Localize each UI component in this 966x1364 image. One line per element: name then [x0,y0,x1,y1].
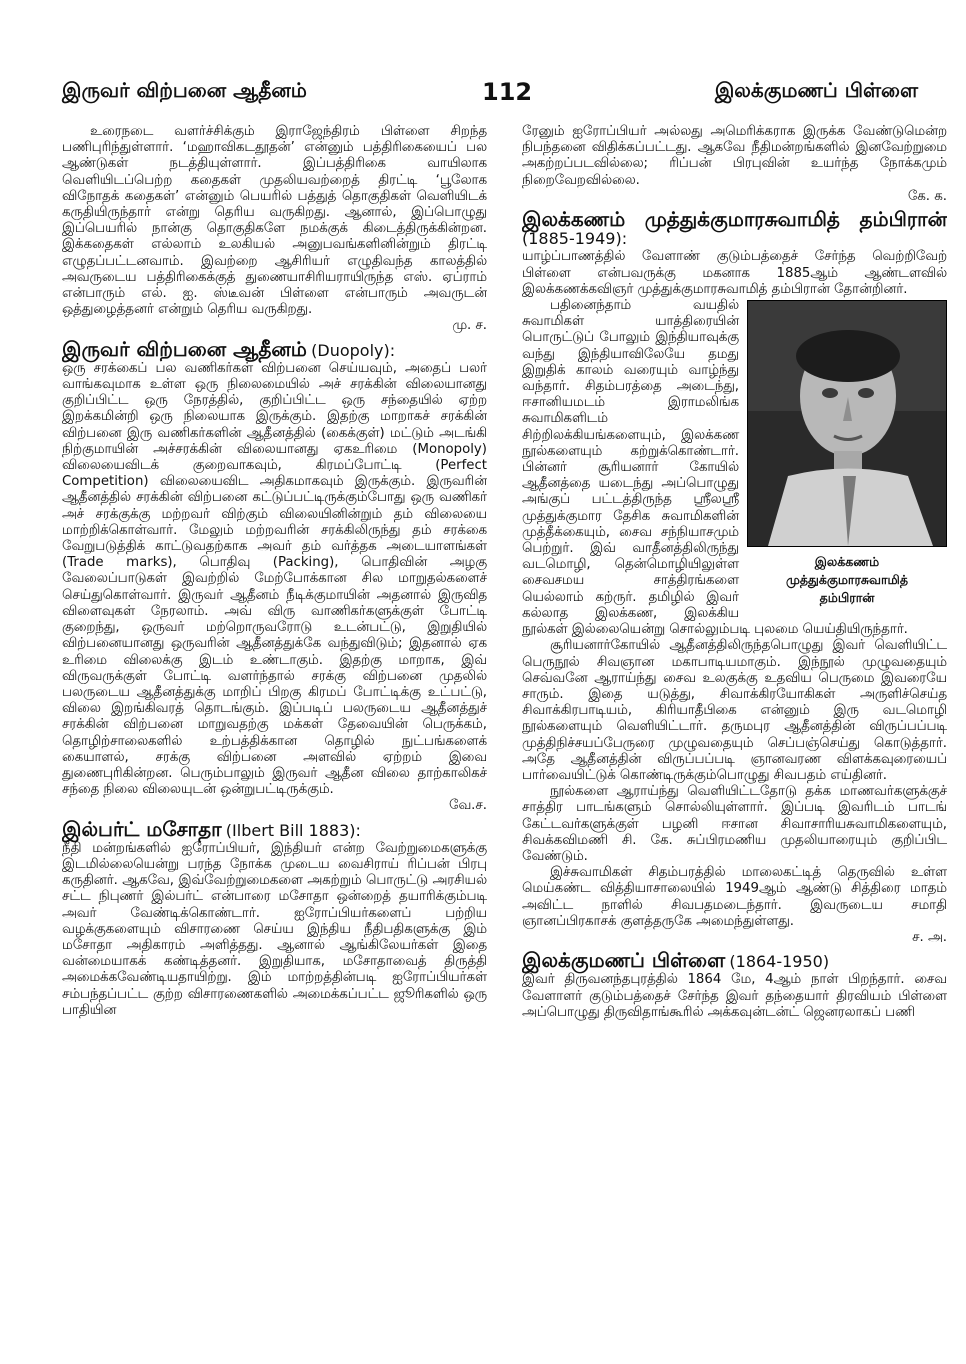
entry4-years: (1885-1949): [522,229,628,249]
header-left-guideword: இருவர் விற்பனை ஆதீனம் [62,78,307,102]
entry4-heading [522,207,947,249]
entry4-signature: ச. அ. [912,929,947,945]
portrait-photo [747,300,947,547]
entry3-title-roman: (Ilbert Bill 1883): [225,820,361,840]
portrait-caption [747,553,947,607]
entry4-title: இலக்கணம் முத்துக்குமாரசுவாமித் தம்பிரான் [522,207,947,232]
page-number: 112 [482,78,533,106]
entry2-heading [62,336,487,361]
entry3-title: இல்பர்ட் மசோதா [62,816,222,841]
caption-line-1: இலக்கணம் [814,554,880,570]
entry2-title: இருவர் விற்பனை ஆதீனம் [62,336,307,361]
portrait-image [748,301,946,546]
entry4-paragraph-5: இச்சுவாமிகள் சிதம்பரத்தில் மாலைகட்டித் தெருவில் உள்ள மெய்கண்ட வித்தியாசாலையில் 1949ஆம் ஆண்டு சித்திரை மாதம் அவிட்ட நாளில் சிவபதமடைந்தார். இவருடைய சமாதி ஞானப்பிரகாசக் குளத்தருகே அமைந்துள்ளது. [522,865,947,929]
entry5-heading [522,948,947,973]
entry2-paragraph: ஒரு சரக்கைப் பல வணிகர்கள் விற்பனை செய்யவும், அதைப் பலர் வாங்கவுமாக உள்ள ஒரு நிலைமையில் அச் சரக்கின் விலையானது குறிப்பிட்ட ஒரு நேரத்தில், குறிப்பிட்ட ஒரு சந்தையில் ஏற்ற இறக்கமின்றி ஒரு நிலையாக இருக்கும். இதற்கு மாறாகச் சரக்கின் விற்பனை இரு வணிகர்களின் ஆதீனத்தில் (கைக்குள்) மட்டும் அடங்கி நிற்குமாயின் அச்சரக்கின் விலையானது ஏகஉரிமை (Monopoly) விலையைவிடக் குறைவாகவும், கிரமப்போட்டி (Perfect Competition) விலையைவிட அதிகமாகவும் இருக்கும். இருவரின் ஆதீனத்தில் சரக்கின் விற்பனை கட்டுப்பட்டிருக்கும்போது ஒரு வணிகர் அச் சரக்குக்கு மற்றவர் விற்கும் விலையினின்றும் தம் விலையை மாற்றிக்கொள்வார். மேலும் மற்றவரின் சரக்கிலிருந்து தம் சரக்கை வேறுபடுத்திக் காட்டுவதற்காக அவர் தம் வர்த்தக அடையாளங்கள் (Trade marks), பொதிவு (Packing), பொதிவின் அழகு வேலைப்பாடுகள் இவற்றில் மேற்போக்கான சில மாறுதல்களைச் செய்துகொள்வார். இருவர் ஆதீனம் நீடிக்குமாயின் அதனால் இருவித விளைவுகள் நேரலாம். அவ் விரு வாணிகர்களுக்குள் போட்டி குறைந்து, ஒருவர் மற்றொருவரோடு உடன்பட்டு, இறுதியில் விற்பனையானது ஒருவரின் ஆதீனத்துக்கே வந்துவிடும்; இதனால் ஏக உரிமை விலைக்கு இடம் உண்டாகும். இதற்கு மாறாக, இவ் விருவருக்குள் போட்டி வளர்ந்தால் சரக்கு விற்பனை முதலில் பலருடைய ஆதீனத்துக்கு மாறிப் பிறகு கிரமப் போட்டிக்கு உட்பட்டு, விலை இறங்கிவரத் தொடங்கும். இப்படிப் பலருடைய ஆதீனத்துச் சரக்கின் விற்பனை மாறுவதற்கு மக்கள் தேவையின் பெருக்கம், தொழிற்சாலைகளில் உற்பத்திக்கான தொழில் நுட்பங்களைக் கையாளல், சரக்கு விற்பனை அளவில் ஏற்றம் இவை துணைபுரிகின்றன. பெரும்பாலும் இருவர் ஆதீன விலை தாற்காலிகச் சந்தை நிலை விலையுடன் ஒன்றுபட்டிருக்கும். [62,360,487,798]
entry2-signature: வே.ச. [449,798,487,814]
right-column [522,124,947,1346]
entry3-paragraph: நீதி மன்றங்களில் ஐரோப்பியர், இந்தியர் என்ற வேற்றுமைகளுக்கு இடமில்லையென்று பரந்த நோக்க முடைய வைசிராய் ரிப்பன் பிரபு கருதினர். ஆகவே, இவ்வேற்றுமைகளை அகற்றும் பொருட்டு அரசியல் சட்ட நிபுணர் இல்பர்ட் என்பாரை மசோதா ஒன்றைத் தயாரிக்கும்படி அவர் வேண்டிக்கொண்டார். ஐரோப்பியர்களைப் பற்றிய வழக்குகளையும் விசாரணை செய்ய இந்திய நீதிபதிகளுக்கு இம் மசோதா அதிகாரம் அளித்தது. ஆனால் ஆங்கிலேயர்கள் இதை வன்மையாகக் கண்டித்தனர். இறுதியாக, மசோதாவைத் திருத்தி அமைக்கவேண்டியதாயிற்று. இம் மாற்றத்தின்படி ஐரோப்பியர்கள் சம்பந்தப்பட்ட குற்ற விசாரணைகளில் அமைக்கப்பட்ட ஜூரிகளில் ஒரு பாதியின [62,840,487,1018]
entry3-signature: கே. க. [907,188,947,204]
entry4-paragraph-3: சூரியனார்கோயில் ஆதீனத்திலிருந்தபொழுது இவர் வெளியிட்ட பெருநூல் சிவஞான மகாபாடியமாகும். இந்நூல் முழுவதையும் செவ்வனே ஆராய்ந்து சைவ உலகுக்கு உதவிய பெருமை இவரையே சாரும். இதை யடுத்து, சிவாக்கிரயோகிகள் அருளிச்செய்த சிவாக்கிரபாடியம், கிரியாதீபிகை என்னும் இரு வடமொழி நூல்களையும் வெளியிட்டார். தருமபுர ஆதீனத்தின் விருப்பப்படி முத்திநிச்சயப்பேருரை முழுவதையும் செப்பஞ்செய்து கொடுத்தார். அதே ஆதீனத்தின் விருப்பப்படி ஞானவரண விளக்கவுரையைப் பார்வையிட்டுக் கொண்டிருக்கும்பொழுது சிவபதம் எய்தினர். [522,638,947,783]
entry5-years: (1864-1950) [729,952,830,972]
page-header [62,78,918,114]
entry4-paragraph-2: பதினைந்தாம் வயதில் சுவாமிகள் யாத்திரையின் பொருட்டுப் போலும் இந்தியாவுக்கு வந்து இந்தியாவிலேயே தமது இறுதிக் காலம் வரையும் வாழ்ந்து வந்தார். சிதம்பரத்தை அடைந்து, ஈசானியமடம் இராமலிங்க சுவாமிகளிடம் சிற்றிலக்கியங்களையும், இலக்கண நூல்களையும் கற்றுக்கொண்டார். பின்னர் சூரியனார் கோயில் ஆதீனத்தை யடைந்து அப்பொழுது அங்குப் பட்டத்திருந்த ஸ்ரீலஸ்ரீ முத்துக்குமார தேசிக சுவாமிகளின் முத்தீக்கையும், சைவ சந்நியாசமும் பெற்றுர். இவ் வாதீனத்திலிருந்து வடமொழி, தென்மொழியிலுள்ள சைவசமய சாத்திரங்களை யெல்லாம் கற்ருர். தமிழில் இவர் கல்லாத இலக்கண, இலக்கிய நூல்கள் இல்லையென்று சொல்லும்படி புலமை யெய்தியிருந்தார். [522,298,908,638]
entry4-paragraph-4: நூல்களை ஆராய்ந்து வெளியிட்டதோடு தக்க மாணவர்களுக்குச் சாத்திர பாடங்களும் சொல்லியுள்ளார். இப்படி இவரிடம் பாடங் கேட்டவர்களுக்குள் பழனி ஈசான சிவாசாரியசுவாமிகளையும், சிவக்கவிமணி சி. கே. சுப்பிரமணிய முதலியாரையும் குறிப்பிட வேண்டும். [522,784,947,864]
portrait-figure [747,300,947,607]
entry3-heading [62,816,487,841]
entry2-title-roman: (Duopoly): [311,340,396,360]
caption-line-3: தம்பிரான் [819,590,875,606]
entry1-paragraph: உரைநடை வளர்ச்சிக்கும் இராஜேந்திரம் பிள்ளை சிறந்த பணிபுரிந்துள்ளார். ‘மஹாவிகடதூதன்’ என்னும் பத்திரிகையைப் பல ஆண்டுகள் நடத்தியுள்ளார். இப்பத்திரிகை வாயிலாக வெளியிடப்பெற்ற கதைகள் முதலியவற்றைத் திரட்டி ‘பூலோக விநோதக் கதைகள்’ என்னும் பெயரில் பத்துத் தொகுதிகள் வெளியிடக் கருதியிருந்தார் என்று தெரிய வருகிறது. ஆனால், இப்பொழுது இப்பெயரில் நான்கு தொகுதிகளே நமக்குக் கிடைத்திருக்கின்றன. இக்கதைகள் எல்லாம் உலகியல் அனுபவங்களினின்றும் திரட்டி எழுதப்பட்டனவாம். இவற்றை ஆசிரியர் எழுதிவந்த காலத்தில் அவருடைய பத்திரிகைக்குத் துணையாசிரியராயிருந்த எஸ். ஏப்ராம் என்பாரும் எல். ஐ. ஸ்டீவன் பிள்ளை என்பாரும் அவருடன் ஒத்துழைத்தனர் என்றும் தெரிய வருகிறது. [62,124,487,318]
left-column [62,124,487,1346]
entry1-signature: மு. ச. [452,318,487,334]
entry5-paragraph: இவர் திருவனந்தபுரத்தில் 1864 மே, 4ஆம் நாள் பிறந்தார். சைவ வேளாளர் குடும்பத்தைச் சேர்ந்த இவர் தந்தையார் திரவியம் பிள்ளை அப்பொழுது திருவிதாங்கூரில் அக்கவுன்டன்ட் ஜெனரலாகப் பணி [522,972,947,1020]
header-right-guideword: இலக்குமணப் பிள்ளை [714,78,918,102]
entry3-continuation: ரேனும் ஐரோப்பியர் அல்லது அமெரிக்கராக இருக்க வேண்டுமென்ற நிபந்தனை விதிக்கப்பட்டது. ஆகவே நீதிமன்றங்களில் இனவேற்றுமை அகற்றப்படவில்லை; ரிப்பன் பிரபுவின் உயர்ந்த நோக்கமும் நிறைவேறவில்லை. [522,124,947,188]
entry5-title: இலக்குமணப் பிள்ளை [522,948,726,973]
entry4-paragraph-1: யாழ்ப்பாணத்தில் வேளாண் குடும்பத்தைச் சேர்ந்த வெற்றிவேற் பிள்ளை என்பவருக்கு மகனாக 1885ஆம் ஆண்டளவில் இலக்கணக்கவிஞர் முத்துக்குமாரசுவாமித் தம்பிரான் தோன்றினர். [522,249,947,297]
caption-line-2: முத்துக்குமாரசுவாமித் [785,572,909,588]
